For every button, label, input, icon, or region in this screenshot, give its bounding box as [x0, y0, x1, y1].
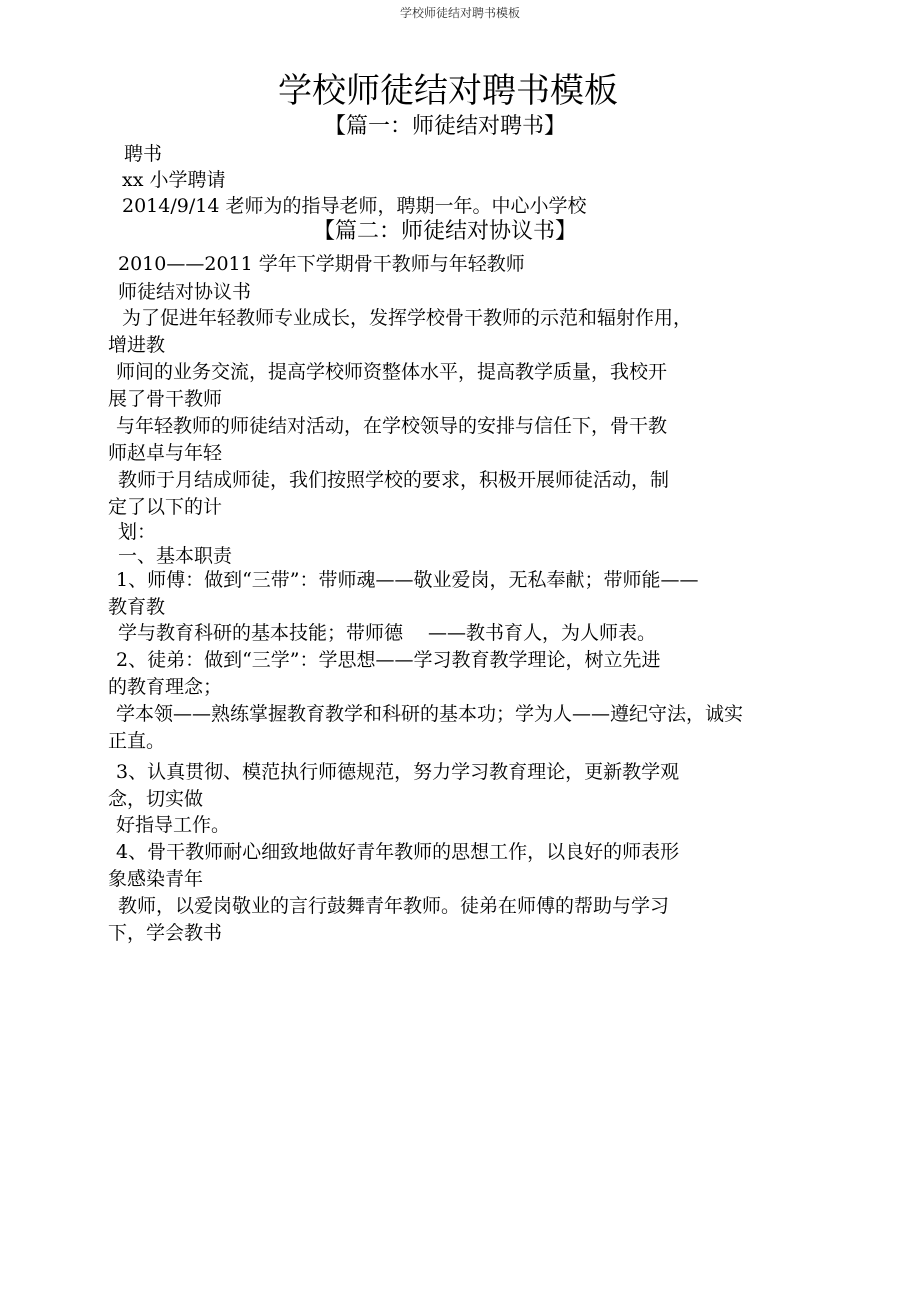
text-line: xx 小学聘请	[122, 169, 226, 191]
text-line: 学本领——熟练掌握教育教学和科研的基本功；学为人——遵纪守法，诚实	[116, 703, 744, 725]
text-line: 为了促进年轻教师专业成长，发挥学校骨干教师的示范和辐射作用，	[122, 307, 693, 329]
text-line: 好指导工作。	[116, 814, 231, 836]
section-heading-2: 【篇二：师徒结对协议书】	[312, 219, 577, 244]
text-line: 2014/9/14 老师为的指导老师，聘期一年。中心小学校	[122, 195, 587, 217]
text-line: 划：	[118, 521, 157, 543]
text-line: 师徒结对协议书	[118, 281, 252, 303]
text-line: 师间的业务交流，提高学校师资整体水平，提高教学质量，我校开	[116, 361, 668, 383]
text-line: 学与教育科研的基本技能；带师德 ——教书育人，为人师表。	[118, 622, 657, 644]
text-line: 一、基本职责	[118, 545, 233, 567]
text-line: 教师，以爱岗敬业的言行鼓舞青年教师。徒弟在师傅的帮助与学习	[118, 895, 670, 917]
text-line: 教育教	[108, 596, 166, 618]
text-line: 的教育理念；	[108, 676, 223, 698]
text-line: 定了以下的计	[108, 496, 223, 518]
text-line: 1、师傅：做到“三带”：带师魂——敬业爱岗，无私奉献；带师能——	[116, 569, 699, 591]
text-line: 展了骨干教师	[108, 388, 223, 410]
text-line: 4、骨干教师耐心细致地做好青年教师的思想工作，以良好的师表形	[116, 841, 680, 863]
text-line: 教师于月结成师徒，我们按照学校的要求，积极开展师徒活动，制	[118, 469, 670, 491]
text-line: 下，学会教书	[108, 922, 223, 944]
text-line: 3、认真贯彻、模范执行师德规范，努力学习教育理论，更新教学观	[116, 761, 680, 783]
text-line: 念，切实做	[108, 788, 204, 810]
text-line: 2、徒弟：做到“三学”：学思想——学习教育教学理论，树立先进	[116, 649, 661, 671]
text-line: 增进教	[108, 334, 166, 356]
text-line: 象感染青年	[108, 868, 204, 890]
text-line: 2010——2011 学年下学期骨干教师与年轻教师	[118, 253, 525, 275]
document-title: 学校师徒结对聘书模板	[278, 71, 618, 111]
running-header: 学校师徒结对聘书模板	[399, 6, 520, 20]
text-line: 正直。	[108, 730, 166, 752]
text-line: 聘书	[124, 143, 163, 165]
section-heading-1: 【篇一：师徒结对聘书】	[323, 114, 566, 139]
text-line: 与年轻教师的师徒结对活动，在学校领导的安排与信任下，骨干教	[116, 415, 668, 437]
text-line: 师赵卓与年轻	[108, 442, 223, 464]
